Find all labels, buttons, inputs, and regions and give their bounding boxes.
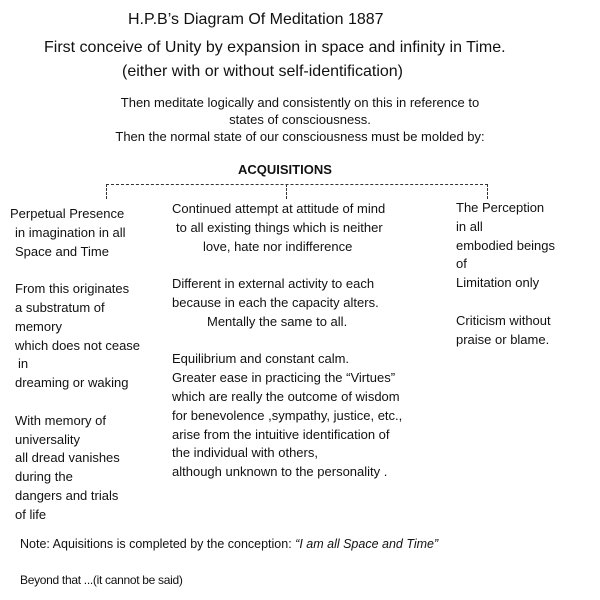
column-presence [10, 205, 140, 525]
column-line: for benevolence ,sympathy, justice, etc., [172, 407, 403, 423]
intro-line: Then meditate logically and consistently on this in reference to [120, 95, 480, 110]
column-line: Perpetual Presence [10, 206, 125, 221]
column-attitude [172, 200, 402, 482]
column-line: With memory of [15, 412, 107, 428]
intro-paragraph [40, 94, 560, 145]
column-line: Limitation only [456, 275, 540, 291]
column-line: praise or blame. [456, 331, 550, 347]
column-line: Continued attempt at attitude of mind [172, 201, 386, 216]
column-line: although unknown to the personality . [172, 464, 388, 480]
column-line: Mentally the same to all. [207, 313, 348, 329]
acquisitions-heading: ACQUISITIONS [238, 162, 332, 177]
diagram-title: H.P.B’s Diagram Of Meditation 1887 [128, 11, 384, 28]
note [20, 538, 438, 551]
column-line: of [456, 256, 467, 272]
header-line-self-identification: (either with or without self-identification) [122, 63, 404, 80]
column-line: during the [15, 469, 73, 485]
column-line: The Perception [456, 200, 545, 215]
column-line: in [18, 356, 29, 372]
column-line: love, hate nor indifference [203, 238, 353, 254]
header-line-unity: First conceive of Unity by expansion in space and infinity in Time. [44, 39, 506, 56]
column-line: arise from the intuitive identification of [172, 426, 390, 442]
column-line: the individual with others, [172, 445, 318, 461]
note-quote: “I am all Space and Time” [295, 537, 439, 551]
intro-line: states of consciousness. [229, 112, 371, 127]
connector-right [487, 184, 488, 199]
column-line: Space and Time [15, 243, 109, 259]
column-line: dreaming or waking [15, 375, 129, 391]
column-line: because in each the capacity alters. [172, 294, 379, 310]
footer-text: Beyond that ...(it cannot be said) [20, 573, 183, 587]
column-line: to all existing things which is neither [176, 219, 383, 235]
column-line: which are really the outcome of wisdom [172, 388, 400, 404]
connector-center [286, 184, 287, 199]
column-line: From this originates [15, 281, 130, 297]
column-line: in imagination in all [15, 224, 126, 240]
column-line: of life [15, 506, 47, 522]
column-line: universality [15, 431, 81, 447]
column-line: all dread vanishes [15, 450, 120, 466]
column-line: Criticism without [456, 312, 551, 328]
column-line: a substratum of [15, 299, 105, 315]
column-line: Equilibrium and constant calm. [172, 351, 350, 367]
column-line: embodied beings [456, 237, 556, 253]
column-perception [456, 199, 555, 349]
column-line: Greater ease in practicing the “Virtues” [172, 370, 396, 386]
column-line: which does not cease [15, 337, 141, 353]
connector-horizontal [106, 184, 488, 185]
note-text: Note: Aquisitions is completed by the conception: [20, 537, 296, 551]
connector-left [106, 184, 107, 199]
intro-line: Then the normal state of our consciousness must be molded by: [115, 129, 485, 144]
column-line: Different in external activity to each [172, 276, 375, 292]
column-line: dangers and trials [15, 487, 119, 503]
column-line: in all [456, 218, 483, 234]
column-line: memory [15, 318, 62, 334]
